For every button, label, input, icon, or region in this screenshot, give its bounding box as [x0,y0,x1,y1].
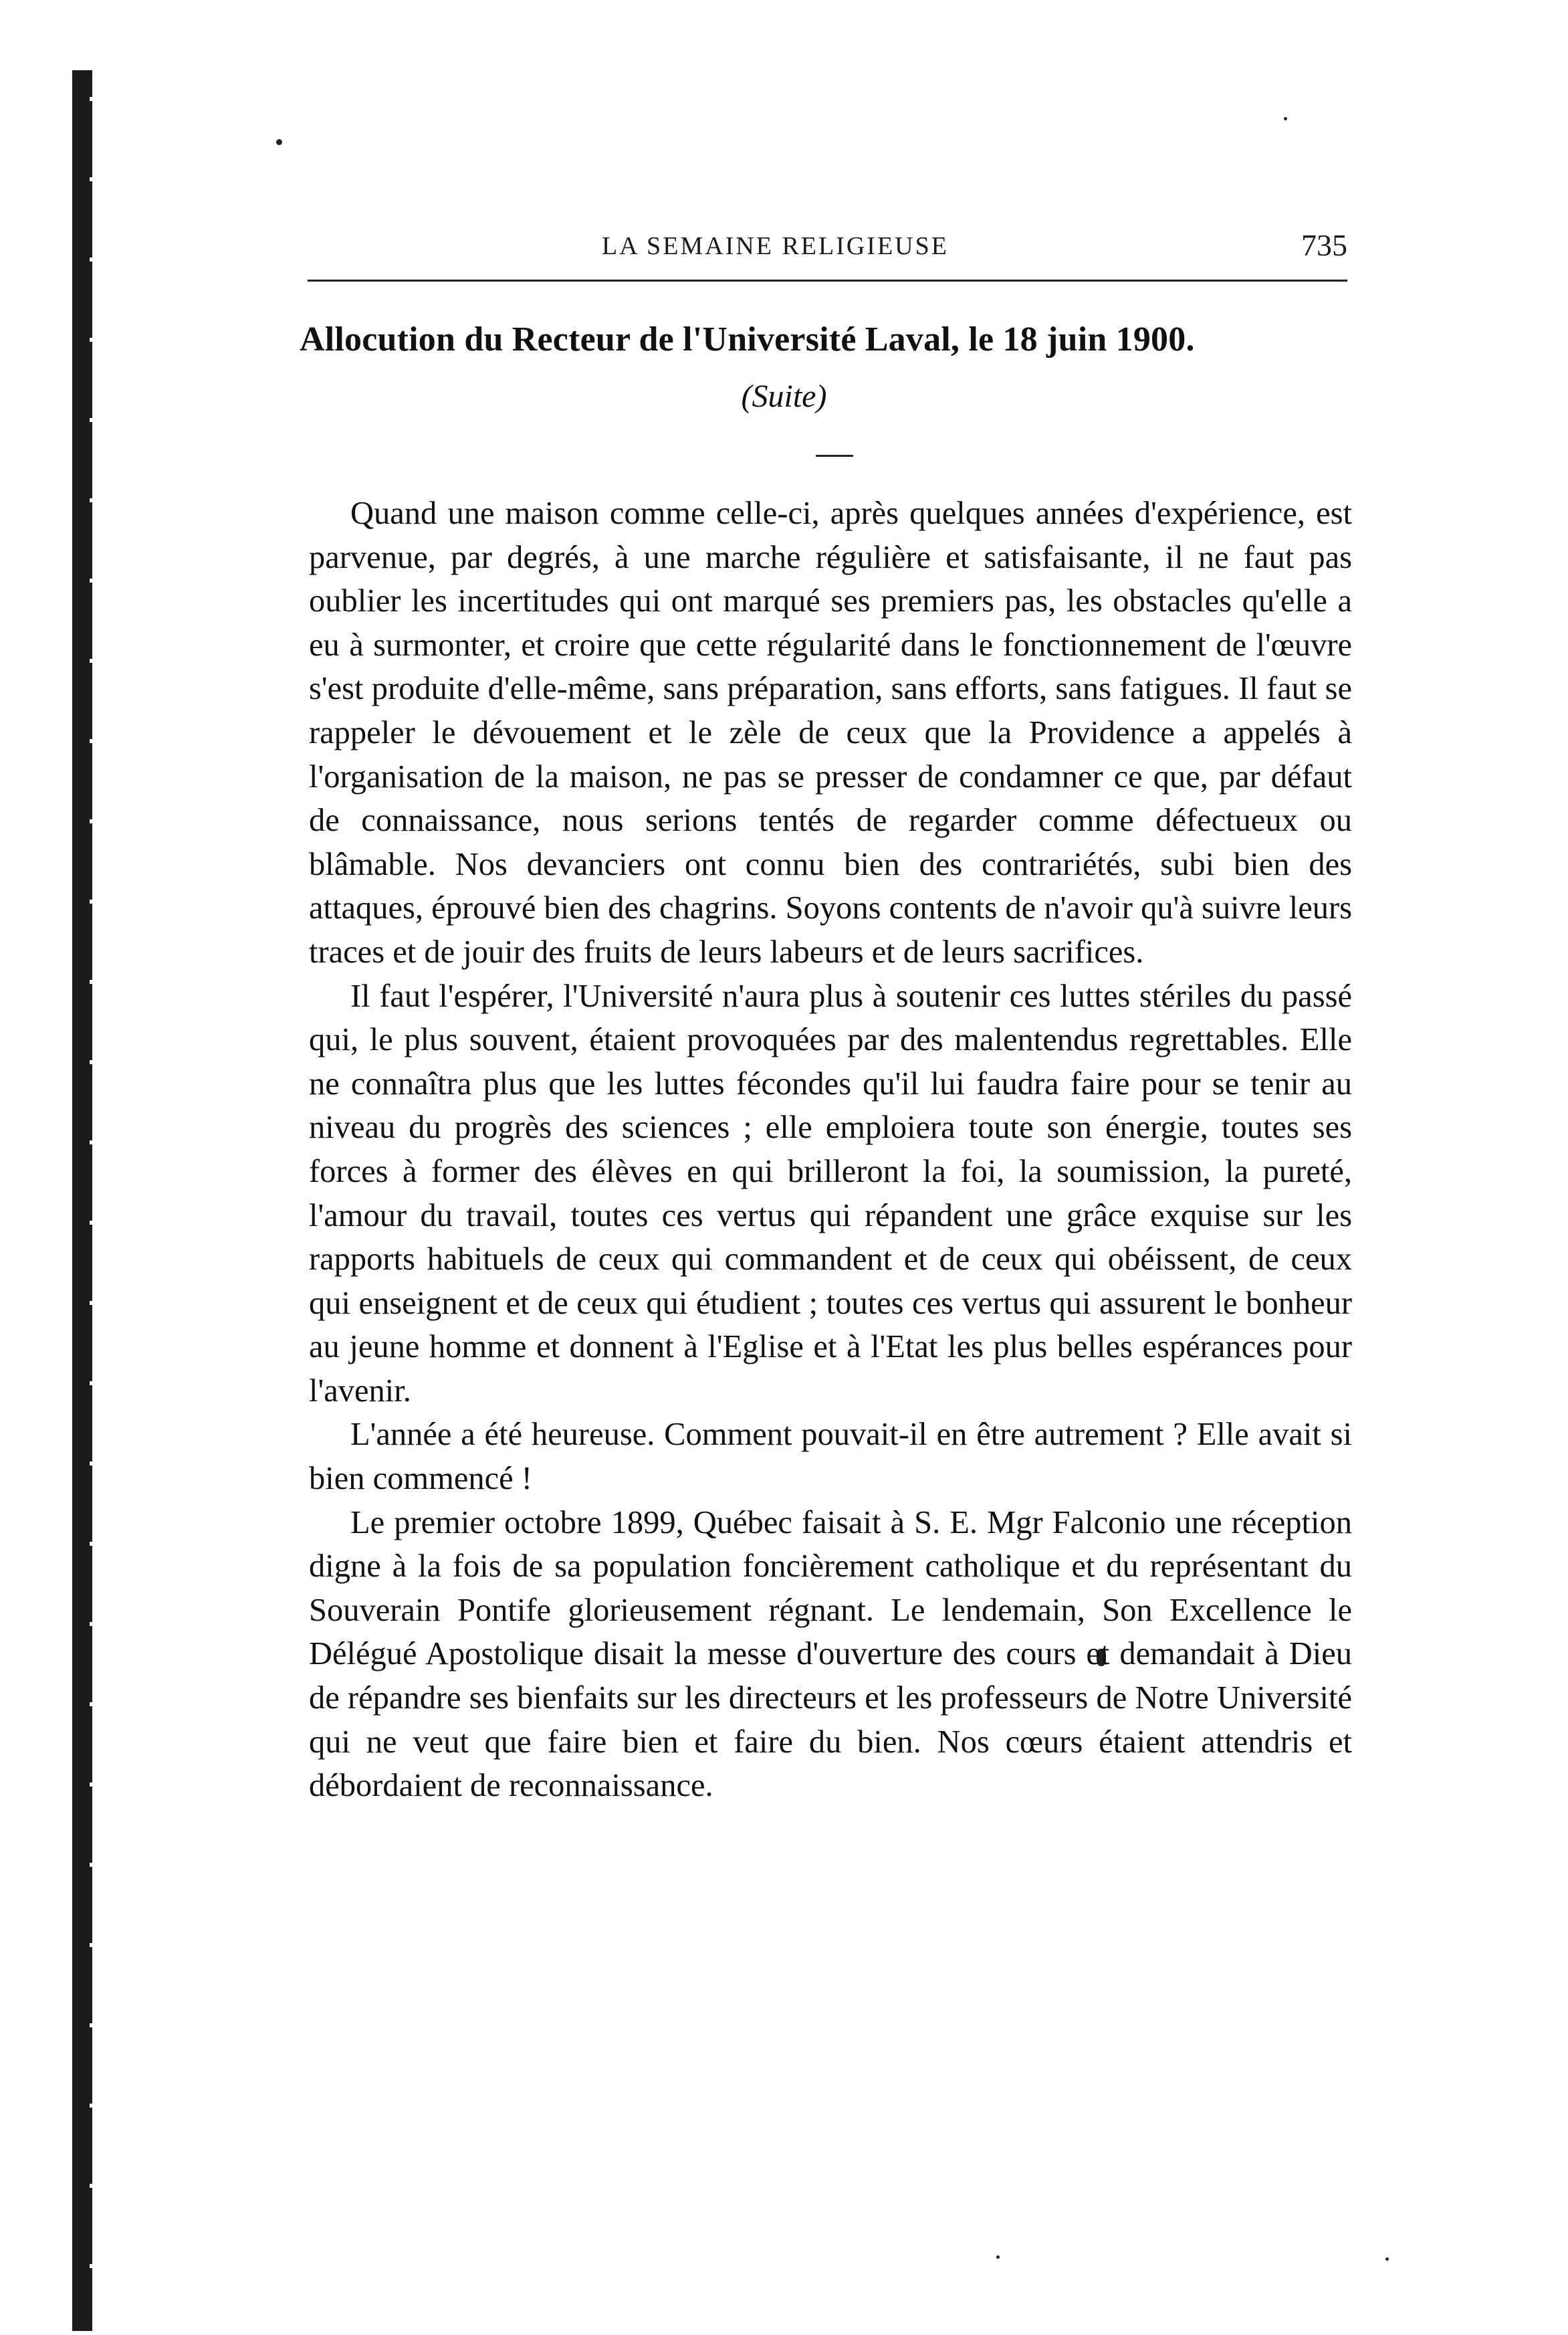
paragraph: Il faut l'espérer, l'Université n'aura plus à soutenir ces luttes stériles du passé qui, le plus souvent, étaient provoquées par des malentendus regrettables. Elle ne connaîtra plus que les luttes fécondes qu'il lui faudra faire pour se tenir au niveau du progrès des sciences ; elle emploiera toute son énergie, toutes ses forces à former des élèves en qui brilleront la foi, la soumission, la pureté, l'amour du travail, toutes ces vertus qui répandent une grâce exquise sur les rapports habituels de ceux qui commandent et de ceux qui obéissent, de ceux qui enseignent et de ceux qui étudient ; toutes ces vertus qui assurent le bonheur au jeune homme et donnent à l'Eglise et à l'Etat les plus belles espérances pour l'avenir. [309,978,1352,1409]
running-header [308,227,1347,268]
paragraph: L'année a été heureuse. Comment pouvait-il en être autrement ? Elle avait si bien commencé ! [309,1417,1352,1497]
running-title: LA SEMAINE RELIGIEUSE [602,232,949,260]
article-body [309,492,1352,1808]
paragraph: Le premier octobre 1899, Québec faisait à S. E. Mgr Falconio une réception digne à la fois de sa population foncièrement catholique et du représentant du Souverain Pontife glorieusement régnant. Le lendemain, Son Excellence le Délégué Apostolique disait la messe d'ouverture des cours et demandait à Dieu de répandre ses bienfaits sur les directeurs et les professeurs de Notre Université qui ne veut que faire bien et faire du bien. Nos cœurs étaient attendris et débordaient de reconnaissance. [309,1504,1352,1804]
article-subtitle: (Suite) [741,379,827,414]
article-title: Allocution du Recteur de l'Université Laval, le 18 juin 1900. [300,320,1195,359]
title-separator [816,455,853,457]
page-number: 735 [1301,228,1347,262]
header-rule [308,280,1347,282]
paragraph: Quand une maison comme celle-ci, après quelques années d'expérience, est parvenue, par degrés, à une marche régulière et satisfaisante, il ne faut pas oublier les incertitudes qui ont marqué ses premiers pas, les obstacles qu'elle a eu à surmonter, et croire que cette régularité dans le fonctionnement de l'œuvre s'est produite d'elle-même, sans préparation, sans efforts, sans fatigues. Il faut se rappeler le dévouement et le zèle de ceux que la Providence a appelés à l'organisation de la maison, ne pas se presser de condamner ce que, par défaut de connaissance, nous serions tentés de regarder comme défectueux ou blâmable. Nos devanciers ont connu bien des contrariétés, subi bien des attaques, éprouvé bien des chagrins. Soyons contents de n'avoir qu'à suivre leurs traces et de jouir des fruits de leurs labeurs et de leurs sacrifices. [309,496,1352,970]
